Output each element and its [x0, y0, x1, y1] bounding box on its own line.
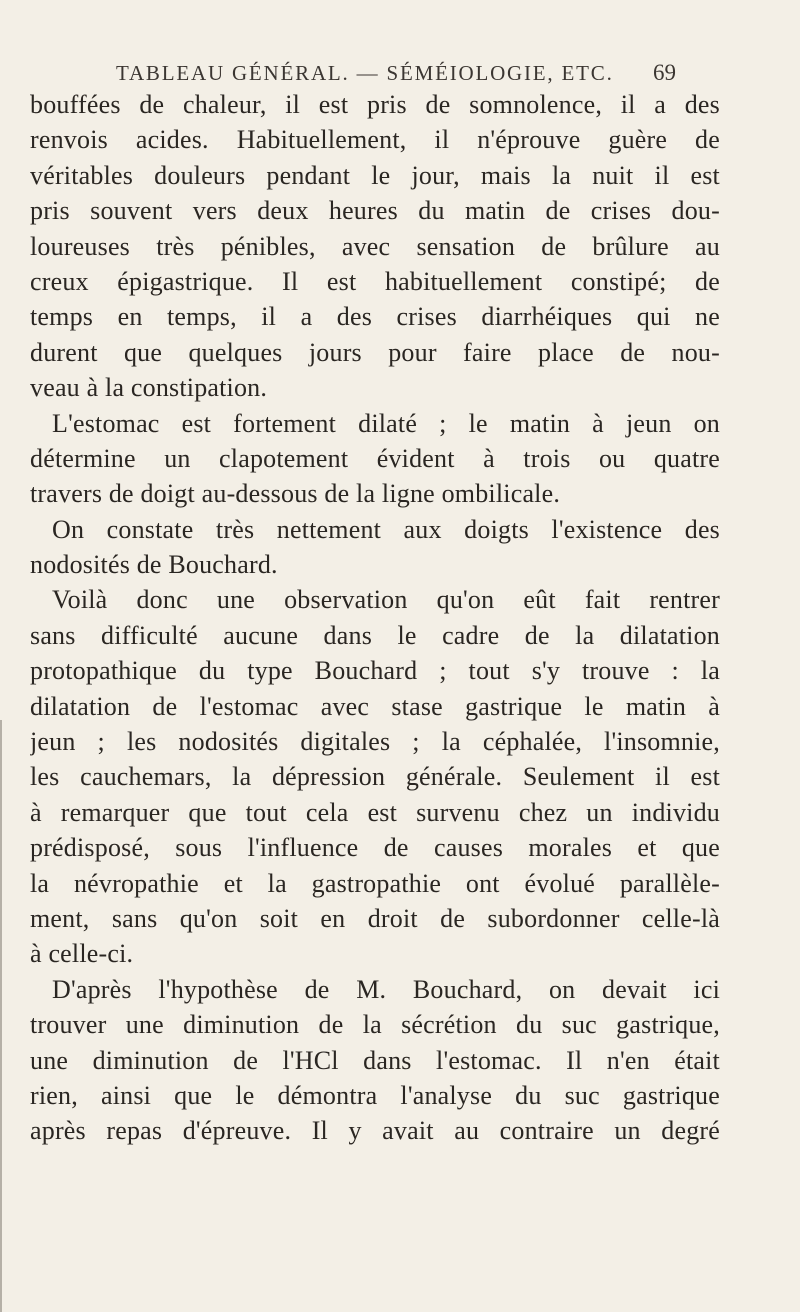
page-number: 69	[653, 60, 676, 85]
text-line: à celle-ci.	[30, 939, 134, 969]
text-line: trouver une diminution de la sécrétion du suc gastrique,	[30, 1010, 720, 1040]
text-line: nodosités de Bouchard.	[30, 550, 278, 580]
text-line: prédisposé, sous l'influence de causes morales et que	[30, 833, 720, 863]
text-line: véritables douleurs pendant le jour, mais la nuit il est	[30, 160, 720, 190]
text-line: dilatation de l'estomac avec stase gastrique le matin à	[30, 691, 720, 721]
text-line: les cauchemars, la dépression générale. Seulement il est	[30, 762, 720, 792]
text-line: une diminution de l'HCl dans l'estomac. Il n'en était	[30, 1045, 720, 1075]
text-line: Voilà donc une observation qu'on eût fait rentrer	[52, 585, 720, 615]
text-line: jeun ; les nodosités digitales ; la céphalée, l'insomnie,	[30, 727, 720, 757]
running-head-title: TABLEAU GÉNÉRAL. — SÉMÉIOLOGIE, ETC.	[116, 61, 614, 85]
text-line: L'estomac est fortement dilaté ; le matin à jeun on	[52, 408, 720, 438]
text-line: détermine un clapotement évident à trois ou quatre	[30, 443, 720, 473]
text-line: renvois acides. Habituellement, il n'éprouve guère de	[30, 125, 720, 155]
text-line: veau à la constipation.	[30, 373, 268, 403]
text-line: On constate très nettement aux doigts l'existence des	[52, 514, 720, 544]
text-line: creux épigastrique. Il est habituellement constipé; de	[30, 266, 720, 296]
text-line: rien, ainsi que le démontra l'analyse du suc gastrique	[30, 1080, 720, 1110]
body-text	[30, 87, 720, 1149]
text-line: durent que quelques jours pour faire place de nou-	[30, 337, 720, 367]
text-line: temps en temps, il a des crises diarrhéiques qui ne	[30, 302, 720, 332]
text-line: ment, sans qu'on soit en droit de subordonner celle-là	[30, 903, 720, 933]
text-line: loureuses très pénibles, avec sensation de brûlure au	[30, 231, 720, 261]
text-line: la névropathie et la gastropathie ont évolué parallèle-	[30, 868, 720, 898]
text-line: après repas d'épreuve. Il y avait au contraire un degré	[30, 1116, 720, 1146]
text-line: sans difficulté aucune dans le cadre de la dilatation	[30, 620, 720, 650]
margin-edge	[0, 720, 2, 1312]
text-line: travers de doigt au-dessous de la ligne ombilicale.	[30, 479, 561, 509]
text-line: protopathique du type Bouchard ; tout s'y trouve : la	[30, 656, 720, 686]
running-head	[116, 60, 676, 86]
text-line: à remarquer que tout cela est survenu chez un individu	[30, 797, 720, 827]
text-line: D'après l'hypothèse de M. Bouchard, on devait ici	[52, 974, 720, 1004]
text-line: bouffées de chaleur, il est pris de somnolence, il a des	[30, 90, 720, 119]
text-line: pris souvent vers deux heures du matin de crises dou-	[30, 196, 720, 226]
